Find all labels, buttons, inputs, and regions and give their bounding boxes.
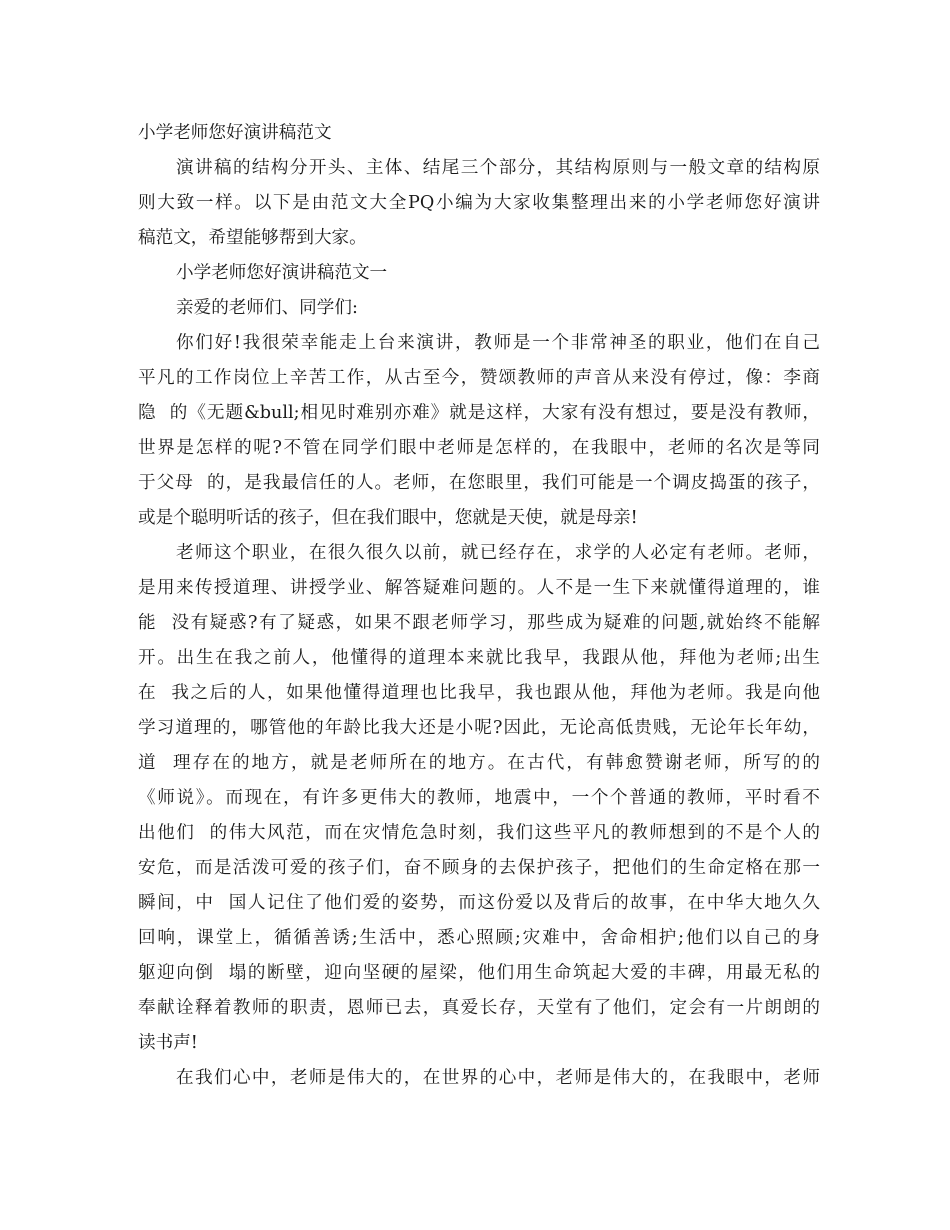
text-line: 老师这个职业，在很久很久以前，就已经存在，求学的人必定有老师。老师， — [176, 543, 820, 563]
text-line: 安危，而是活泼可爱的孩子们，奋不顾身的去保护孩子，把他们的生命定格在那一 — [138, 858, 820, 878]
text-line: 在我们心中，老师是伟大的，在世界的心中，老师是伟大的，在我眼中，老师 — [176, 1068, 820, 1088]
text-line: 出他们 的伟大风范，而在灾情危急时刻，我们这些平凡的教师想到的不是个人的 — [138, 823, 820, 843]
text-line: 躯迎向倒 塌的断壁，迎向坚硬的屋梁，他们用生命筑起大爱的丰碑，用最无私的 — [138, 963, 820, 983]
document-title: 小学老师您好演讲稿范文 — [138, 123, 332, 143]
text-line: 瞬间，中 国人记住了他们爱的姿势，而这份爱以及背后的故事，在中华大地久久 — [138, 893, 820, 913]
text-line: 于父母 的，是我最信任的人。老师，在您眼里，我们可能是一个调皮捣蛋的孩子， — [138, 473, 820, 493]
text-line: 小学老师您好演讲稿范文一 — [176, 263, 388, 283]
text-line: 开。出生在我之前人，他懂得的道理本来就比我早，我跟从他，拜他为老师;出生 — [138, 648, 820, 668]
text-line: 在 我之后的人，如果他懂得道理也比我早，我也跟从他，拜他为老师。我是向他 — [138, 683, 820, 703]
text-line: 或是个聪明听话的孩子，但在我们眼中，您就是天使，就是母亲! — [138, 508, 638, 528]
text-line: 道 理存在的地方，就是老师所在的地方。在古代，有韩愈赞谢老师，所写的的 — [138, 753, 820, 773]
text-line: 能 没有疑惑?有了疑惑，如果不跟老师学习，那些成为疑难的问题,就始终不能解 — [138, 613, 820, 633]
text-line: 你们好!我很荣幸能走上台来演讲，教师是一个非常神圣的职业，他们在自己 — [176, 333, 820, 353]
text-line: 亲爱的老师们、同学们: — [176, 298, 358, 318]
text-line: 平凡的工作岗位上辛苦工作，从古至今，赞颂教师的声音从来没有停过，像：李商 — [138, 368, 820, 388]
text-line: 稿范文，希望能够帮到大家。 — [138, 228, 367, 248]
text-line: 世界是怎样的呢?不管在同学们眼中老师是怎样的，在我眼中，老师的名次是等同 — [138, 438, 820, 458]
text-line: 读书声! — [138, 1033, 198, 1053]
text-line: 学习道理的，哪管他的年龄比我大还是小呢?因此，无论高低贵贱，无论年长年幼， — [138, 718, 820, 738]
text-line: 奉献诠释着教师的职责，恩师已去，真爱长存，天堂有了他们，定会有一片朗朗的 — [138, 998, 820, 1018]
text-line: 演讲稿的结构分开头、主体、结尾三个部分，其结构原则与一般文章的结构原 — [176, 158, 820, 178]
text-line: 隐 的《无题&bull;相见时难别亦难》就是这样，大家有没有想过，要是没有教师， — [138, 403, 820, 423]
text-line: 是用来传授道理、讲授学业、解答疑难问题的。人不是一生下来就懂得道理的，谁 — [138, 578, 820, 598]
text-line: 回响，课堂上，循循善诱;生活中，悉心照顾;灾难中，舍命相护;他们以自己的身 — [138, 928, 820, 948]
text-line: 则大致一样。以下是由范文大全PQ小编为大家收集整理出来的小学老师您好演讲 — [138, 193, 820, 213]
text-line: 《师说》。而现在，有许多更伟大的教师，地震中，一个个普通的教师，平时看不 — [138, 788, 820, 808]
